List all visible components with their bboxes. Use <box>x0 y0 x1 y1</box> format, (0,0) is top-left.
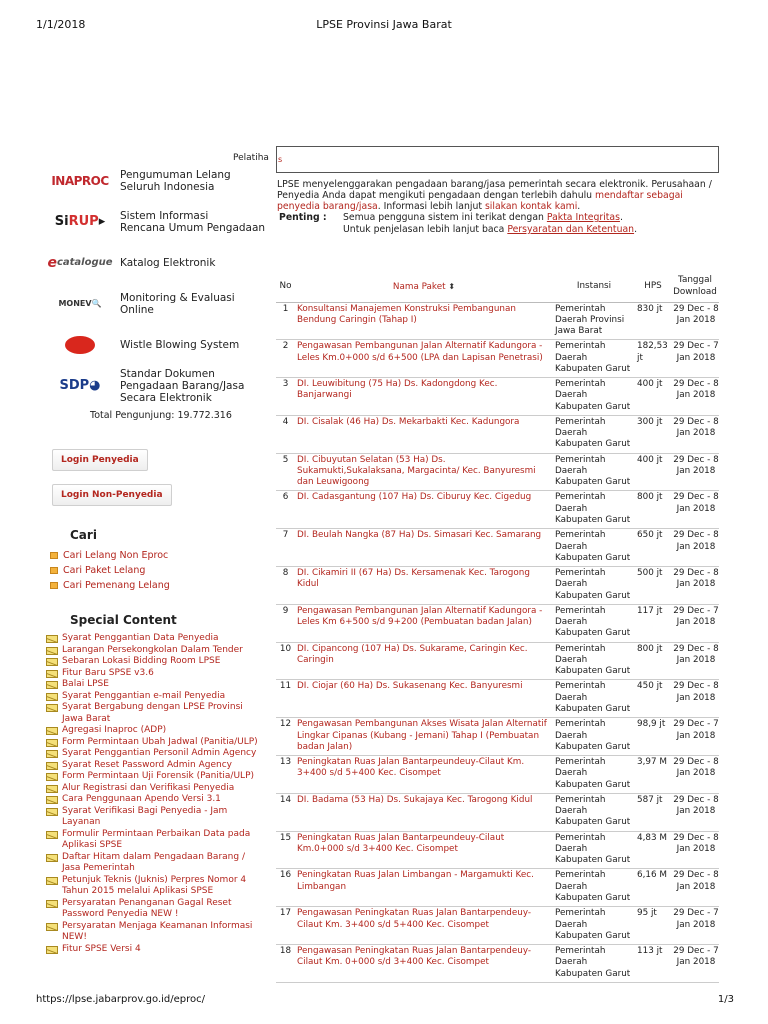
envelope-icon <box>46 669 59 679</box>
row-hps: 113 jt <box>635 945 671 983</box>
row-nama-paket-link[interactable]: DI. Ciojar (60 Ha) Ds. Sukasenang Kec. Banyuresmi <box>295 680 553 718</box>
row-hps: 3,97 M <box>635 756 671 794</box>
row-nama-paket-link[interactable]: DI. Badama (53 Ha) Ds. Sukajaya Kec. Tarogong Kidul <box>295 793 553 831</box>
envelope-icon <box>46 922 59 932</box>
sidebar-link-catalogue[interactable] <box>47 242 272 283</box>
pakta-integritas-link[interactable]: Pakta Integritas <box>546 212 620 223</box>
message-mark: s <box>278 155 283 164</box>
row-hps: 4,83 M <box>635 831 671 869</box>
envelope-icon <box>46 876 59 886</box>
row-tanggal: 29 Dec - 8 Jan 2018 <box>671 756 719 794</box>
lelang-table <box>276 272 719 983</box>
envelope-icon <box>46 772 59 782</box>
penting-text: Semua pengguna sistem ini terikat dengan Pakta Integritas. Untuk penjelasan lebih lanjut baca Persyaratan dan Ketentuan. <box>343 212 638 235</box>
row-nama-paket-link[interactable]: Pengawasan Peningkatan Ruas Jalan Bantarpendeuy-Cilaut Km. 3+400 s/d 5+400 Kec. Cisompet <box>295 907 553 945</box>
row-no: 2 <box>276 340 295 378</box>
envelope-icon <box>46 657 59 667</box>
table-row <box>276 415 719 453</box>
sidebar-link-label: Katalog Elektronik <box>120 256 216 269</box>
login-non-penyedia-button[interactable]: Login Non-Penyedia <box>52 484 172 506</box>
folder-icon <box>50 552 58 559</box>
row-nama-paket-link[interactable]: DI. Cibuyutan Selatan (53 Ha) Ds. Sukamukti,Sukalaksana, Margacinta/ Kec. Banyuresmi dan Leuwigoong <box>295 453 553 491</box>
col-tanggal: Tanggal Download <box>671 272 719 302</box>
row-hps: 300 jt <box>635 415 671 453</box>
row-nama-paket-link[interactable]: DI. Cadasgantung (107 Ha) Ds. Ciburuy Kec. Cigedug <box>295 491 553 529</box>
row-no: 14 <box>276 793 295 831</box>
envelope-icon <box>46 807 59 817</box>
row-hps: 95 jt <box>635 907 671 945</box>
table-row <box>276 453 719 491</box>
envelope-icon <box>46 703 59 713</box>
row-tanggal: 29 Dec - 8 Jan 2018 <box>671 415 719 453</box>
inaproc-logo: INAPROC <box>51 173 109 188</box>
envelope-icon <box>46 899 59 909</box>
pelatiha-label: Pelatiha <box>233 153 269 163</box>
row-nama-paket-link[interactable]: DI. Cipancong (107 Ha) Ds. Sukarame, Caringin Kec. Caringin <box>295 642 553 680</box>
sidebar-link-label: Monitoring & Evaluasi Online <box>120 291 235 316</box>
row-tanggal: 29 Dec - 8 Jan 2018 <box>671 680 719 718</box>
row-hps: 182,53 jt <box>635 340 671 378</box>
table-row <box>276 793 719 831</box>
special-content-item[interactable]: Persyaratan Menjaga Keamanan Informasi NEW! <box>46 921 260 944</box>
special-content-list <box>46 633 260 955</box>
row-no: 16 <box>276 869 295 907</box>
row-no: 6 <box>276 491 295 529</box>
special-content-item[interactable]: Persyaratan Penanganan Gagal Reset Password Penyedia NEW ! <box>46 898 260 921</box>
row-instansi: Pemerintah Daerah Kabupaten Garut <box>553 907 635 945</box>
row-hps: 650 jt <box>635 529 671 567</box>
cari-item[interactable]: Cari Lelang Non Eproc <box>50 548 272 563</box>
cari-list <box>50 548 272 593</box>
sirup-logo: Si RUP ▸ <box>54 214 106 229</box>
envelope-icon <box>46 634 59 644</box>
row-nama-paket-link[interactable]: Pengawasan Pembangunan Akses Wisata Jalan Alternatif Lingkar Cipanas (Kubang - Jemani) Tahap I (Pembuatan badan Jalan) <box>295 718 553 756</box>
table-row <box>276 378 719 416</box>
row-nama-paket-link[interactable]: Peningkatan Ruas Jalan Bantarpeundeuy-Cilaut Km. 3+400 s/d 5+400 Kec. Cisompet <box>295 756 553 794</box>
row-hps: 587 jt <box>635 793 671 831</box>
row-instansi: Pemerintah Daerah Kabupaten Garut <box>553 680 635 718</box>
table-row <box>276 945 719 983</box>
table-row <box>276 831 719 869</box>
sidebar-link-wbs[interactable] <box>50 324 272 365</box>
row-tanggal: 29 Dec - 7 Jan 2018 <box>671 718 719 756</box>
row-no: 5 <box>276 453 295 491</box>
row-hps: 800 jt <box>635 491 671 529</box>
special-content-item[interactable]: Syarat Penggantian Data Penyedia <box>46 633 260 645</box>
sidebar-link-monev[interactable] <box>50 283 272 324</box>
special-content-item[interactable]: Fitur SPSE Versi 4 <box>46 944 260 956</box>
table-row <box>276 302 719 340</box>
row-nama-paket-link[interactable]: DI. Beulah Nangka (87 Ha) Ds. Simasari Kec. Samarang <box>295 529 553 567</box>
row-instansi: Pemerintah Daerah Kabupaten Garut <box>553 945 635 983</box>
row-instansi: Pemerintah Daerah Kabupaten Garut <box>553 831 635 869</box>
row-hps: 400 jt <box>635 378 671 416</box>
row-instansi: Pemerintah Daerah Kabupaten Garut <box>553 529 635 567</box>
row-tanggal: 29 Dec - 7 Jan 2018 <box>671 604 719 642</box>
row-instansi: Pemerintah Daerah Kabupaten Garut <box>553 491 635 529</box>
sidebar-link-label: Standar Dokumen Pengadaan Barang/Jasa Secara Elektronik <box>120 367 245 404</box>
monev-logo: MONEV🔍 <box>58 299 102 308</box>
row-tanggal: 29 Dec - 7 Jan 2018 <box>671 907 719 945</box>
row-hps: 830 jt <box>635 302 671 340</box>
row-no: 10 <box>276 642 295 680</box>
sidebar-link-sdp[interactable] <box>50 365 272 406</box>
envelope-icon <box>46 784 59 794</box>
row-tanggal: 29 Dec - 8 Jan 2018 <box>671 378 719 416</box>
penting-label: Penting : <box>279 212 327 223</box>
row-instansi: Pemerintah Daerah Kabupaten Garut <box>553 378 635 416</box>
table-row <box>276 756 719 794</box>
sidebar-link-inaproc[interactable] <box>50 160 272 201</box>
table-row <box>276 529 719 567</box>
col-instansi: Instansi <box>553 272 635 302</box>
row-instansi: Pemerintah Daerah Kabupaten Garut <box>553 453 635 491</box>
special-content-item[interactable]: Formulir Permintaan Perbaikan Data pada Aplikasi SPSE <box>46 829 260 852</box>
ecatalogue-logo: e catalogue <box>47 254 113 271</box>
special-content-item[interactable]: Syarat Penggantian Personil Admin Agency <box>46 748 260 760</box>
sidebar-link-sirup[interactable] <box>50 201 272 242</box>
special-content-item[interactable]: Syarat Verifikasi Bagi Penyedia - Jam Layanan <box>46 806 260 829</box>
row-nama-paket-link[interactable]: DI. Cikamiri II (67 Ha) Ds. Kersamenak Kec. Tarogong Kidul <box>295 567 553 605</box>
special-content-item[interactable]: Daftar Hitam dalam Pengadaan Barang / Jasa Pemerintah <box>46 852 260 875</box>
row-instansi: Pemerintah Daerah Kabupaten Garut <box>553 642 635 680</box>
envelope-icon <box>46 680 59 690</box>
print-url: https://lpse.jabarprov.go.id/eproc/ <box>36 994 206 1005</box>
envelope-icon <box>46 692 59 702</box>
sidebar-link-label: Wistle Blowing System <box>120 338 240 351</box>
row-instansi: Pemerintah Daerah Kabupaten Garut <box>553 793 635 831</box>
row-hps: 400 jt <box>635 453 671 491</box>
print-page-number: 1/3 <box>717 994 734 1005</box>
register-link[interactable]: mendaftar sebagai penyedia barang/jasa <box>277 190 683 212</box>
envelope-icon <box>46 830 59 840</box>
row-tanggal: 29 Dec - 8 Jan 2018 <box>671 831 719 869</box>
folder-icon <box>50 582 58 589</box>
row-hps: 117 jt <box>635 604 671 642</box>
row-no: 3 <box>276 378 295 416</box>
intro-text: LPSE menyelenggarakan pengadaan barang/jasa pemerintah secara elektronik. Perusahaan / Penyedia Anda dapat mengikuti pengadaan dengan terlebih dahulu mendaftar sebagai penyedia barang/jasa. Informasi lebih lanjut silakan kontak kami. <box>277 179 712 212</box>
envelope-icon <box>46 726 59 736</box>
row-nama-paket-link[interactable]: Peningkatan Ruas Jalan Limbangan - Margamukti Kec. Limbangan <box>295 869 553 907</box>
row-tanggal: 29 Dec - 8 Jan 2018 <box>671 642 719 680</box>
row-no: 9 <box>276 604 295 642</box>
envelope-icon <box>46 795 59 805</box>
row-nama-paket-link[interactable]: Pengawasan Pembangunan Jalan Alternatif Kadungora - Leles Km 6+500 s/d 9+200 (Pembuatan badan Jalan) <box>295 604 553 642</box>
row-instansi: Pemerintah Daerah Kabupaten Garut <box>553 567 635 605</box>
table-row <box>276 642 719 680</box>
special-content-item[interactable]: Balai LPSE <box>46 679 260 691</box>
envelope-icon <box>46 761 59 771</box>
row-nama-paket-link[interactable]: Pengawasan Pembangunan Jalan Alternatif Kadungora - Leles Km.0+000 s/d 6+500 (LPA dan Lapisan Penetrasi) <box>295 340 553 378</box>
table-row <box>276 567 719 605</box>
special-content-title: Special Content <box>70 613 177 627</box>
row-instansi: Pemerintah Daerah Kabupaten Garut <box>553 415 635 453</box>
row-instansi: Pemerintah Daerah Kabupaten Garut <box>553 340 635 378</box>
table-row <box>276 907 719 945</box>
special-content-item[interactable]: Form Permintaan Uji Forensik (Panitia/ULP) <box>46 771 260 783</box>
row-instansi: Pemerintah Daerah Kabupaten Garut <box>553 756 635 794</box>
row-tanggal: 29 Dec - 8 Jan 2018 <box>671 793 719 831</box>
row-hps: 98,9 jt <box>635 718 671 756</box>
table-row <box>276 604 719 642</box>
wbs-logo <box>50 332 110 358</box>
envelope-icon <box>46 853 59 863</box>
sdp-logo: SDP◕ <box>59 378 101 393</box>
row-tanggal: 29 Dec - 8 Jan 2018 <box>671 567 719 605</box>
print-title: LPSE Provinsi Jawa Barat <box>316 18 452 31</box>
print-date: 1/1/2018 <box>36 18 86 31</box>
visitor-count: Total Pengunjung: 19.772.316 <box>90 410 232 421</box>
sidebar-link-label: Pengumuman Lelang Seluruh Indonesia <box>120 168 231 193</box>
table-row <box>276 869 719 907</box>
row-no: 7 <box>276 529 295 567</box>
row-tanggal: 29 Dec - 8 Jan 2018 <box>671 453 719 491</box>
row-tanggal: 29 Dec - 8 Jan 2018 <box>671 529 719 567</box>
row-no: 11 <box>276 680 295 718</box>
special-content-item[interactable]: Alur Registrasi dan Verifikasi Penyedia <box>46 783 260 795</box>
table-header-row <box>276 272 719 302</box>
table-row <box>276 491 719 529</box>
contact-link[interactable]: silakan kontak kami <box>484 201 578 212</box>
row-no: 8 <box>276 567 295 605</box>
folder-icon <box>50 567 58 574</box>
envelope-icon <box>46 945 59 955</box>
row-nama-paket-link[interactable]: Pengawasan Peningkatan Ruas Jalan Bantarpendeuy-Cilaut Km. 0+000 s/d 3+400 Kec. Cisompet <box>295 945 553 983</box>
row-no: 17 <box>276 907 295 945</box>
row-instansi: Pemerintah Daerah Provinsi Jawa Barat <box>553 302 635 340</box>
special-content-item[interactable]: Syarat Penggantian e-mail Penyedia <box>46 691 260 703</box>
special-content-item[interactable]: Sebaran Lokasi Bidding Room LPSE <box>46 656 260 668</box>
row-hps: 800 jt <box>635 642 671 680</box>
row-no: 18 <box>276 945 295 983</box>
row-no: 12 <box>276 718 295 756</box>
table-row <box>276 340 719 378</box>
sidebar <box>47 160 272 955</box>
envelope-icon <box>46 749 59 759</box>
col-nama-paket[interactable]: Nama Paket ⬍ <box>295 272 553 302</box>
row-nama-paket-link[interactable]: DI. Leuwibitung (75 Ha) Ds. Kadongdong Kec. Banjarwangi <box>295 378 553 416</box>
envelope-icon <box>46 646 59 656</box>
table-row <box>276 680 719 718</box>
row-hps: 6,16 M <box>635 869 671 907</box>
row-instansi: Pemerintah Daerah Kabupaten Garut <box>553 869 635 907</box>
cari-item[interactable]: Cari Paket Lelang <box>50 563 272 578</box>
special-content-item[interactable]: Syarat Reset Password Admin Agency <box>46 760 260 772</box>
envelope-icon <box>46 738 59 748</box>
row-hps: 450 jt <box>635 680 671 718</box>
row-nama-paket-link[interactable]: DI. Cisalak (46 Ha) Ds. Mekarbakti Kec. Kadungora <box>295 415 553 453</box>
table-body <box>276 302 719 982</box>
sidebar-link-label: Sistem Informasi Rencana Umum Pengadaan <box>120 209 266 234</box>
special-content-item[interactable]: Petunjuk Teknis (Juknis) Perpres Nomor 4 Tahun 2015 melalui Aplikasi SPSE <box>46 875 260 898</box>
special-content-item[interactable]: Fitur Baru SPSE v3.6 <box>46 668 260 680</box>
row-no: 4 <box>276 415 295 453</box>
row-no: 13 <box>276 756 295 794</box>
row-no: 1 <box>276 302 295 340</box>
cari-title: Cari <box>70 528 97 542</box>
row-nama-paket-link[interactable]: Konsultansi Manajemen Konstruksi Pembangunan Bendung Caringin (Tahap I) <box>295 302 553 340</box>
special-content-item[interactable]: Form Permintaan Ubah Jadwal (Panitia/ULP) <box>46 737 260 749</box>
row-nama-paket-link[interactable]: Peningkatan Ruas Jalan Bantarpeundeuy-Cilaut Km.0+000 s/d 3+400 Kec. Cisompet <box>295 831 553 869</box>
special-content-item[interactable]: Larangan Persekongkolan Dalam Tender <box>46 645 260 657</box>
row-instansi: Pemerintah Daerah Kabupaten Garut <box>553 604 635 642</box>
special-content-item[interactable]: Cara Penggunaan Apendo Versi 3.1 <box>46 794 260 806</box>
row-tanggal: 29 Dec - 7 Jan 2018 <box>671 945 719 983</box>
special-content-item[interactable]: Syarat Bergabung dengan LPSE Provinsi Jawa Barat <box>46 702 260 725</box>
table-row <box>276 718 719 756</box>
sort-icon[interactable]: ⬍ <box>448 281 456 291</box>
special-content-item[interactable]: Agregasi Inaproc (ADP) <box>46 725 260 737</box>
row-tanggal: 29 Dec - 8 Jan 2018 <box>671 302 719 340</box>
row-tanggal: 29 Dec - 7 Jan 2018 <box>671 340 719 378</box>
row-instansi: Pemerintah Daerah Kabupaten Garut <box>553 718 635 756</box>
message-box <box>276 146 719 173</box>
col-no: No <box>276 272 295 302</box>
row-tanggal: 29 Dec - 8 Jan 2018 <box>671 491 719 529</box>
cari-item[interactable]: Cari Pemenang Lelang <box>50 578 272 593</box>
row-hps: 500 jt <box>635 567 671 605</box>
persyaratan-link[interactable]: Persyaratan dan Ketentuan <box>507 224 635 235</box>
row-no: 15 <box>276 831 295 869</box>
row-tanggal: 29 Dec - 8 Jan 2018 <box>671 869 719 907</box>
login-penyedia-button[interactable]: Login Penyedia <box>52 449 148 471</box>
col-hps: HPS <box>635 272 671 302</box>
